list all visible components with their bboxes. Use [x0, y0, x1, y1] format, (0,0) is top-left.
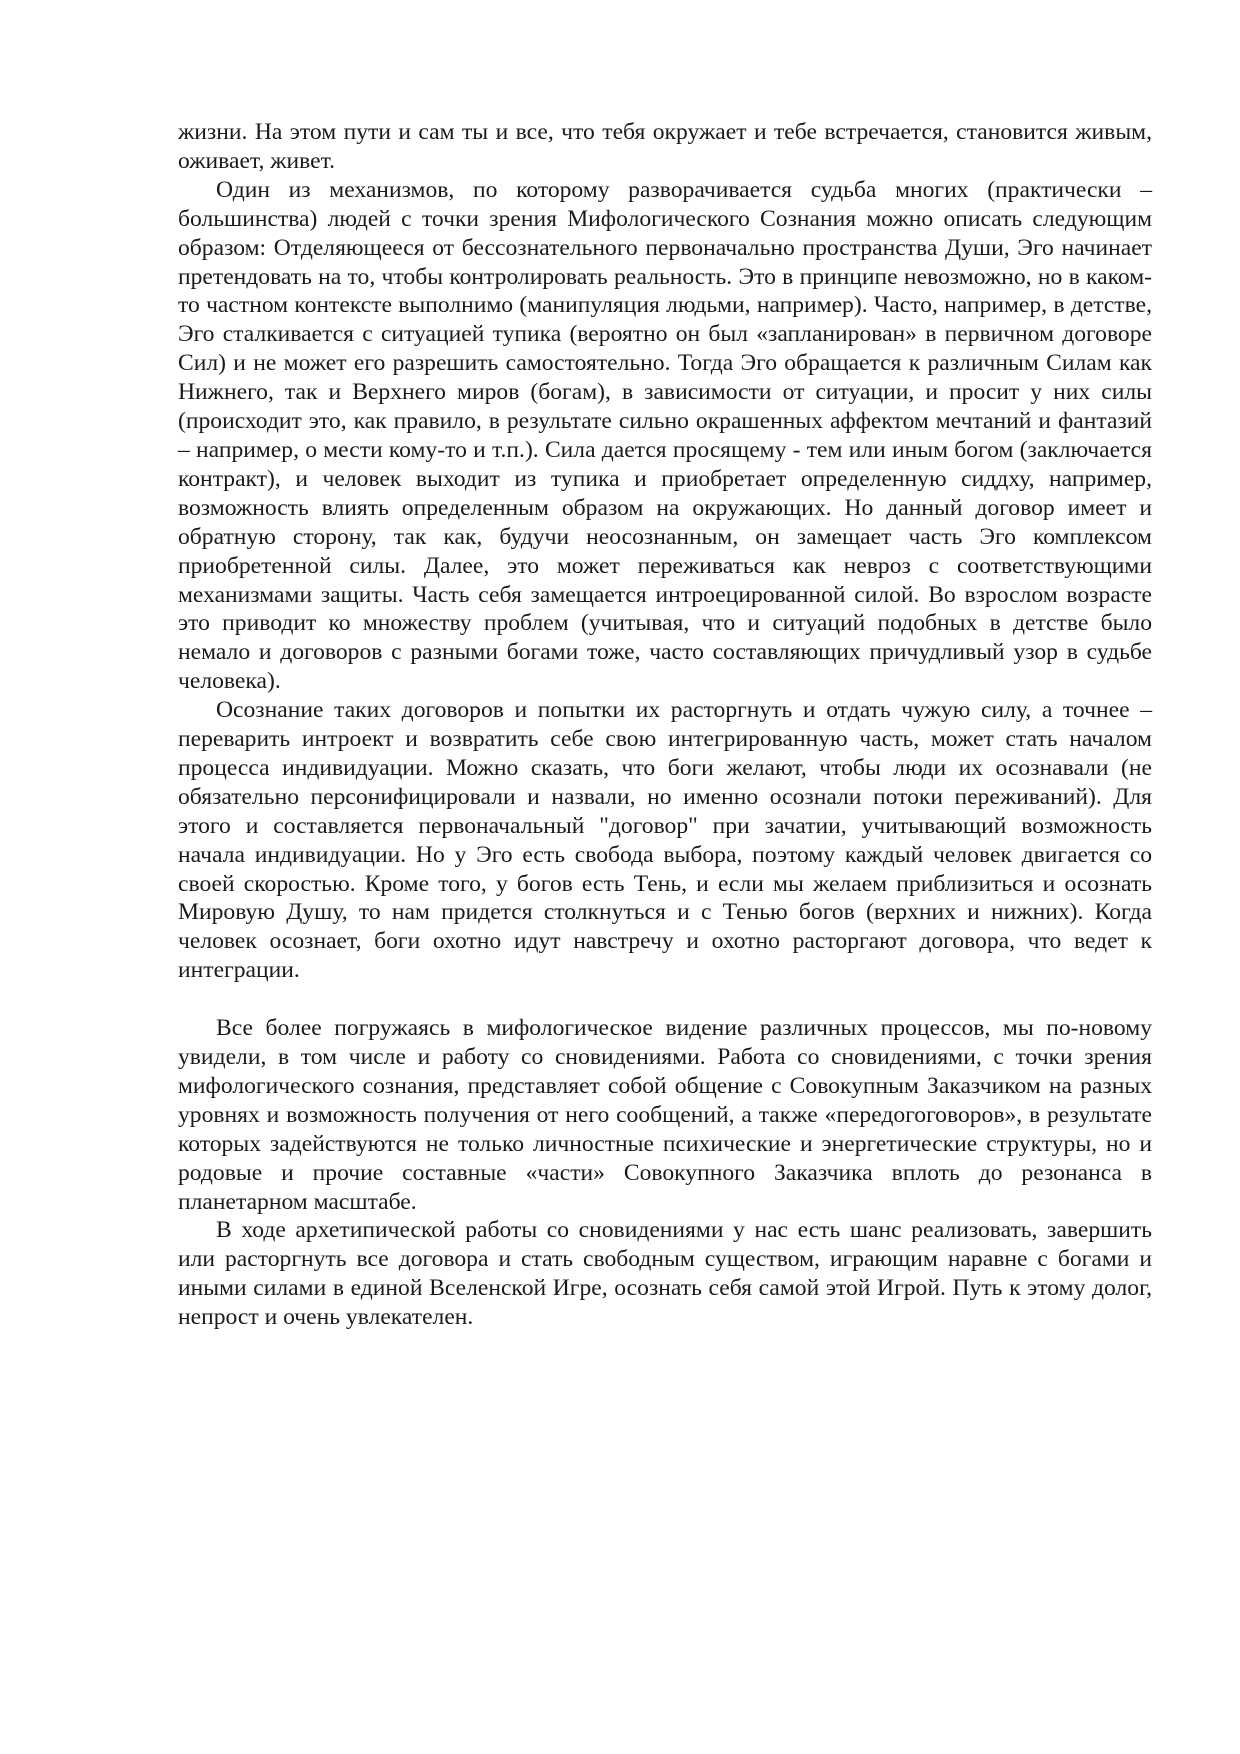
document-body — [178, 118, 1152, 1332]
paragraph-dream-work: Все более погружаясь в мифологическое видение различных процессов, мы по-новому увидели, в том числе и работу со сновидениями. Работа со сновидениями, с точки зрения мифологического сознания, представляет собой общение с Совокупным Заказчиком на разных уровнях и возможность получения от него сообщений, а также «передогоговоров», в результате которых задействуются не только личностные психические и энергетические структуры, но и родовые и прочие составные «части» Совокупного Заказчика вплоть до резонанса в планетарном масштабе. — [178, 1015, 1152, 1215]
paragraph-ego-mechanism: Один из механизмов, по которому разворачивается судьба многих (практически – большинства) людей с точки зрения Мифологического Сознания можно описать следующим образом: Отделяющееся от бессознательного первоначально пространства Души, Эго начинает претендовать на то, чтобы контролировать реальность. Это в принципе невозможно, но в каком-то частном контексте выполнимо (манипуляция людьми, например). Часто, например, в детстве, Эго сталкивается с ситуацией тупика (вероятно он был «запланирован» в первичном договоре Сил) и не может его разрешить самостоятельно. Тогда Эго обращается к различным Силам как Нижнего, так и Верхнего миров (богам), в зависимости от ситуации, и просит у них силы (происходит это, как правило, в результате сильно окрашенных аффектом мечтаний и фантазий – например, о мести кому-то и т.п.). Сила дается просящему - тем или иным богом (заключается контракт), и человек выходит из тупика и приобретает определенную сиддху, например, возможность влиять определенным образом на окружающих. Но данный договор имеет и обратную сторону, так как, будучи неосознанным, он замещает часть Эго комплексом приобретенной силы. Далее, это может переживаться как невроз с соответствующими механизмами защиты. Часть себя замещается интроецированной силой. Во взрослом возрасте это приводит ко множеству проблем (учитывая, что и ситуаций подобных в детстве было немало и договоров с разными богами тоже, часто составляющих причудливый узор в судьбе человека). — [178, 176, 1152, 695]
paragraph-life-continuation: жизни. На этом пути и сам ты и все, что тебя окружает и тебе встречается, становится живым, оживает, живет. — [178, 119, 1152, 174]
paragraph-awareness-of-contracts: Осознание таких договоров и попытки их расторгнуть и отдать чужую силу, а точнее – переварить интроект и возвратить себе свою интегрированную часть, может стать началом процесса индивидуации. Можно сказать, что боги желают, чтобы люди их осознавали (не обязательно персонифицировали и назвали, но именно осознали потоки переживаний). Для этого и составляется первоначальный "договор" при зачатии, учитывающий возможность начала индивидуации. Но у Эго есть свобода выбора, поэтому каждый человек двигается со своей скоростью. Кроме того, у богов есть Тень, и если мы желаем приблизиться и осознать Мировую Душу, то нам придется столкнуться и с Тенью богов (верхних и нижних). Когда человек осознает, боги охотно идут навстречу и охотно расторгают договора, что ведет к интеграции. — [178, 697, 1152, 984]
paragraph-archetypal-work: В ходе архетипической работы со сновидениями у нас есть шанс реализовать, завершить или расторгнуть все договора и стать свободным существом, играющим наравне с богами и иными силами в единой Вселенской Игре, осознать себя самой этой Игрой. Путь к этому долог, непрост и очень увлекателен. — [178, 1217, 1152, 1331]
